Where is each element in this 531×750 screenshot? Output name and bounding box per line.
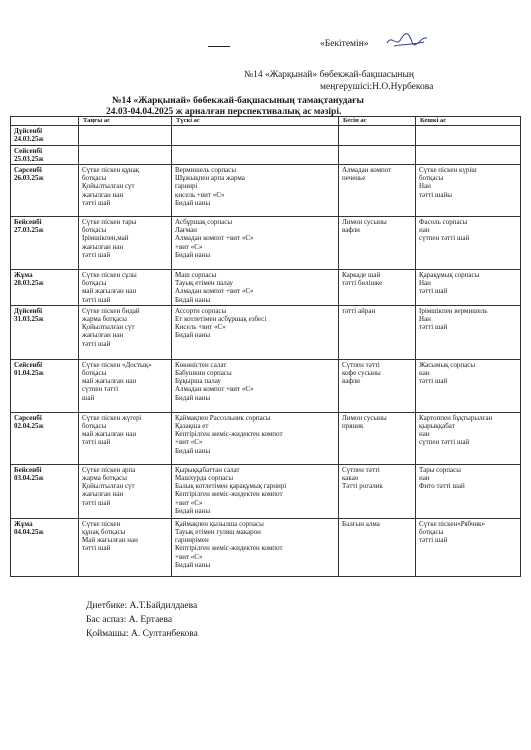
lunch-cell — [172, 217, 339, 270]
breakfast-line: жағылған нан — [82, 190, 124, 199]
snack-cell — [339, 518, 416, 576]
day-line: 24.03.25ж — [14, 135, 44, 144]
day-cell — [11, 270, 79, 306]
breakfast-line: Сүтке піскен — [82, 519, 121, 528]
dinner-cell — [416, 305, 521, 359]
day-line: Сәрсенбі — [14, 166, 42, 175]
dinner-line: нан — [419, 369, 430, 378]
snack-line: пряник — [342, 422, 364, 431]
day-line: 31.03.25ж — [14, 315, 44, 324]
breakfast-line: құнақ ботқасы — [82, 528, 126, 537]
lunch-line: Бидай наны — [175, 560, 211, 569]
lunch-line: Кептірілген жеміс-жидектен компот — [175, 490, 283, 499]
snack-line: Каркаде шай — [342, 271, 381, 280]
breakfast-line: тәтті шай — [82, 295, 111, 304]
lunch-line: Шұжықпен арпа жарма — [175, 174, 245, 183]
breakfast-cell — [79, 165, 172, 217]
lunch-cell — [172, 305, 339, 359]
dinner-line: тәтті шай — [419, 287, 448, 296]
table-row — [11, 464, 521, 518]
table-row — [11, 305, 521, 359]
lunch-line: Кептірілген жеміс-жидектен компот — [175, 430, 283, 439]
day-cell — [11, 518, 79, 576]
col-header-snack: Бесін ас — [339, 117, 416, 126]
table-row — [11, 165, 521, 217]
day-cell — [11, 217, 79, 270]
breakfast-line: ботқасы — [82, 174, 107, 183]
breakfast-line: Ірімшікпен,май — [82, 234, 129, 243]
lunch-line: Тауық етімен палау — [175, 279, 234, 288]
page-title-line2: 24.03-04.04.2025 ж арналған перспективалық ас мәзірі. — [106, 107, 342, 117]
day-line: Жұма — [14, 271, 33, 280]
lunch-line: Ет котлетімен асбұршақ езбесі — [175, 315, 267, 324]
breakfast-line: жағылған нан — [82, 331, 124, 340]
snack-line: вафли — [342, 377, 360, 386]
breakfast-line: Сүтке піскен «Достық» — [82, 360, 152, 369]
lunch-line: гарнирімен — [175, 536, 209, 545]
dinner-cell — [416, 518, 521, 576]
table-row — [11, 217, 521, 270]
dinner-line: сүтпен тәтті шай — [419, 438, 470, 447]
breakfast-line: Қойылтылған сүт — [82, 482, 135, 491]
snack-line: печенье — [342, 174, 366, 183]
breakfast-cell — [79, 412, 172, 464]
lunch-line: Лағман — [175, 226, 197, 235]
dinner-cell — [416, 145, 521, 164]
dinner-cell — [416, 464, 521, 518]
breakfast-line: тәтті шай — [82, 198, 111, 207]
dinner-line: Сүтке піскен күріш — [419, 166, 477, 175]
approval-org: №14 «Жарқынай» бөбекжай-бақшасының — [244, 70, 414, 80]
table-row — [11, 412, 521, 464]
day-line: Сейсенбі — [14, 146, 43, 155]
dinner-line: тәтті шай — [419, 323, 448, 332]
dinner-line: ботқасы — [419, 174, 444, 183]
snack-cell — [339, 217, 416, 270]
dinner-line: тәтті шай — [419, 536, 448, 545]
dinner-cell — [416, 217, 521, 270]
breakfast-cell — [79, 359, 172, 412]
lunch-line: Көкөністен салат — [175, 360, 227, 369]
table-row — [11, 126, 521, 145]
dinner-line: сүтпен тәтті шай — [419, 234, 470, 243]
snack-cell — [339, 126, 416, 145]
snack-cell — [339, 145, 416, 164]
dinner-line: Нан — [419, 279, 431, 288]
day-line: Жұма — [14, 519, 33, 528]
dinner-line: ботқасы — [419, 528, 444, 537]
dinner-line: қырыққабат — [419, 422, 455, 431]
breakfast-line: Сүтке піскен жүгері — [82, 413, 142, 422]
snack-cell — [339, 464, 416, 518]
dinner-cell — [416, 359, 521, 412]
snack-cell — [339, 270, 416, 306]
breakfast-line: жағылған нан — [82, 242, 124, 251]
breakfast-line: ботқасы — [82, 279, 107, 288]
dinner-line: Картоппен бұқтырылған — [419, 413, 493, 422]
breakfast-line: Сүтке піскен арпа — [82, 465, 136, 474]
dinner-line: Ірімшікпен вермишель — [419, 306, 488, 315]
breakfast-cell — [79, 217, 172, 270]
lunch-line: Алмадан компот +вит «С» — [175, 287, 254, 296]
lunch-line: Алмадан компот +вит «С» — [175, 385, 254, 394]
lunch-line: Бұқырша палау — [175, 377, 222, 386]
lunch-line: Машхурда сорпасы — [175, 474, 234, 483]
snack-line: кофе сусыны — [342, 369, 381, 378]
day-line: 03.04.25ж — [14, 474, 44, 483]
day-line: Бейсенбі — [14, 465, 42, 474]
breakfast-line: Қойылтылған сүт — [82, 323, 135, 332]
lunch-line: +вит «С» — [175, 242, 203, 251]
snack-line: Лимон сусыны — [342, 218, 387, 227]
col-header-breakfast: Таңғы ас — [79, 117, 172, 126]
snack-cell — [339, 359, 416, 412]
breakfast-line: Сүтке піскен тары — [82, 218, 137, 227]
breakfast-cell — [79, 126, 172, 145]
footer-head-cook: Бас аспаз: А. Ертаева — [86, 615, 173, 625]
lunch-line: Кептірілген жеміс-жидектен компот — [175, 544, 283, 553]
lunch-line: +вит «С» — [175, 438, 203, 447]
lunch-line: Вермишель сорпасы — [175, 166, 237, 175]
dinner-line: нан — [419, 226, 430, 235]
lunch-line: Балық котлетімен қарақұмық гарнирі — [175, 482, 287, 491]
lunch-line: Қазақша ет — [175, 422, 209, 431]
dinner-line: нан — [419, 430, 430, 439]
menu-body — [11, 126, 521, 577]
dinner-line: Қарақұмық сорпасы — [419, 271, 480, 280]
dinner-line: Фасоль сорпасы — [419, 218, 468, 227]
dinner-cell — [416, 270, 521, 306]
dinner-line: Жасымық сорпасы — [419, 360, 476, 369]
day-line: Сейсенбі — [14, 360, 43, 369]
table-row — [11, 359, 521, 412]
breakfast-line: шай — [82, 393, 95, 402]
lunch-cell — [172, 412, 339, 464]
day-line: Дүйсенбі — [14, 306, 43, 315]
dinner-line: Нан — [419, 315, 431, 324]
breakfast-line: Сүтке піскен сұлы — [82, 271, 137, 280]
lunch-line: Алмадан компот +вит «С» — [175, 234, 254, 243]
lunch-line: Бидай наны — [175, 446, 211, 455]
snack-line: Тәтті рогалик — [342, 482, 383, 491]
breakfast-line: май жағылған нан — [82, 377, 137, 386]
dinner-cell — [416, 165, 521, 217]
lunch-line: Қаймақпен Рассольник сорпасы — [175, 413, 271, 422]
breakfast-line: тәтті шай — [82, 438, 111, 447]
day-cell — [11, 165, 79, 217]
day-cell — [11, 464, 79, 518]
breakfast-line: Май жағылған нан — [82, 536, 138, 545]
lunch-line: Бидай наны — [175, 198, 211, 207]
lunch-line: Тауық етімен гуляш макарон — [175, 528, 261, 537]
table-row — [11, 518, 521, 576]
day-cell — [11, 359, 79, 412]
breakfast-cell — [79, 270, 172, 306]
snack-cell — [339, 412, 416, 464]
day-cell — [11, 145, 79, 164]
day-line: 04.04.25ж — [14, 528, 44, 537]
menu-table — [10, 116, 521, 577]
dinner-line: Сүтке піскен«Рябчик» — [419, 519, 485, 528]
day-line: Бейсенбі — [14, 218, 42, 227]
dinner-line: нан — [419, 474, 430, 483]
breakfast-line: май жағылған нан — [82, 287, 137, 296]
snack-line: Балғын алма — [342, 519, 380, 528]
breakfast-line: жарма ботқасы — [82, 474, 127, 483]
dinner-line: тәтті шайы — [419, 190, 452, 199]
snack-line: какао — [342, 474, 359, 483]
dinner-line: тәтті шай — [419, 377, 448, 386]
breakfast-line: тәтті шай — [82, 498, 111, 507]
breakfast-line: ботқасы — [82, 422, 107, 431]
snack-line: тәтті бөлішке — [342, 279, 383, 288]
lunch-line: Бидай наны — [175, 506, 211, 515]
dinner-cell — [416, 126, 521, 145]
breakfast-line: жарма ботқасы — [82, 315, 127, 324]
day-line: 26.03.25ж — [14, 174, 44, 183]
lunch-cell — [172, 165, 339, 217]
breakfast-line: Қойылтылған сүт — [82, 182, 135, 191]
snack-line: Сүтпен тәтті — [342, 465, 380, 474]
page-title-line1: №14 «Жарқынай» бөбекжай-бақшасының тамақтанудағы — [112, 96, 364, 106]
footer-dietitian: Диетбике: А.Т.Байдилдаева — [86, 601, 198, 611]
breakfast-line: Сүтке піскен бидай — [82, 306, 140, 315]
day-line: 25.03.25ж — [14, 154, 44, 163]
breakfast-line: тәтті шай — [82, 544, 111, 553]
lunch-line: Қаймақпен қызылша сорпасы — [175, 519, 264, 528]
lunch-line: +вит «С» — [175, 552, 203, 561]
lunch-cell — [172, 126, 339, 145]
breakfast-cell — [79, 305, 172, 359]
breakfast-line: тәтті шай — [82, 250, 111, 259]
lunch-cell — [172, 359, 339, 412]
dinner-line: Нан — [419, 182, 431, 191]
header-dash — [208, 46, 230, 47]
table-header-row — [11, 117, 521, 126]
day-line: 28.03.25ж — [14, 279, 44, 288]
snack-line: Сүтпен тәтті — [342, 360, 380, 369]
snack-cell — [339, 165, 416, 217]
approval-head: меңгерушісі:Н.О.Нурбекова — [320, 82, 434, 92]
col-header-day — [11, 117, 79, 126]
day-line: 02.04.25ж — [14, 422, 44, 431]
table-row — [11, 270, 521, 306]
breakfast-line: жағылған нан — [82, 490, 124, 499]
breakfast-line: Сүтке піскен құнақ — [82, 166, 140, 175]
day-line: 01.04.25ж — [14, 369, 44, 378]
dinner-line: Фито тәтті шай — [419, 482, 465, 491]
lunch-line: Бидай наны — [175, 393, 211, 402]
lunch-line: гарнирі — [175, 182, 198, 191]
lunch-cell — [172, 270, 339, 306]
breakfast-line: ботқасы — [82, 369, 107, 378]
lunch-line: Бабушкин сорпасы — [175, 369, 232, 378]
footer-storekeeper: Қоймашы: А. Султанбекова — [86, 629, 198, 639]
breakfast-cell — [79, 464, 172, 518]
breakfast-cell — [79, 145, 172, 164]
lunch-cell — [172, 464, 339, 518]
col-header-dinner: Кешкі ас — [416, 117, 521, 126]
table-row — [11, 145, 521, 164]
breakfast-line: май жағылған нан — [82, 430, 137, 439]
lunch-line: кисель +вит «С» — [175, 190, 225, 199]
lunch-line: Ассорти сорпасы — [175, 306, 227, 315]
lunch-line: Бидай наны — [175, 331, 211, 340]
snack-line: Алмадан компот — [342, 166, 392, 175]
breakfast-line: сүтпен тәтті — [82, 385, 119, 394]
col-header-lunch: Түскі ас — [172, 117, 339, 126]
lunch-cell — [172, 145, 339, 164]
day-cell — [11, 305, 79, 359]
dinner-cell — [416, 412, 521, 464]
lunch-line: +вит «С» — [175, 498, 203, 507]
snack-line: Лимон сусыны — [342, 413, 387, 422]
day-line: Дүйсенбі — [14, 127, 43, 136]
lunch-line: Кисель +вит «С» — [175, 323, 226, 332]
day-line: Сәрсенбі — [14, 413, 42, 422]
snack-line: тәтті айран — [342, 306, 376, 315]
snack-line: вафли — [342, 226, 360, 235]
lunch-line: Маш сорпасы — [175, 271, 217, 280]
dinner-line: Тары сорпасы — [419, 465, 461, 474]
signature-icon — [384, 30, 430, 50]
breakfast-line: тәтті шай — [82, 339, 111, 348]
lunch-line: Қырыққабаттан салат — [175, 465, 240, 474]
breakfast-line: ботқасы — [82, 226, 107, 235]
lunch-cell — [172, 518, 339, 576]
snack-cell — [339, 305, 416, 359]
lunch-line: Асбұршақ сорпасы — [175, 218, 233, 227]
lunch-line: Бидай наны — [175, 250, 211, 259]
day-line: 27.03.25ж — [14, 226, 44, 235]
breakfast-cell — [79, 518, 172, 576]
day-cell — [11, 412, 79, 464]
lunch-line: Бидай наны — [175, 295, 211, 304]
day-cell — [11, 126, 79, 145]
approval-label: «Бекітемін» — [320, 39, 369, 49]
